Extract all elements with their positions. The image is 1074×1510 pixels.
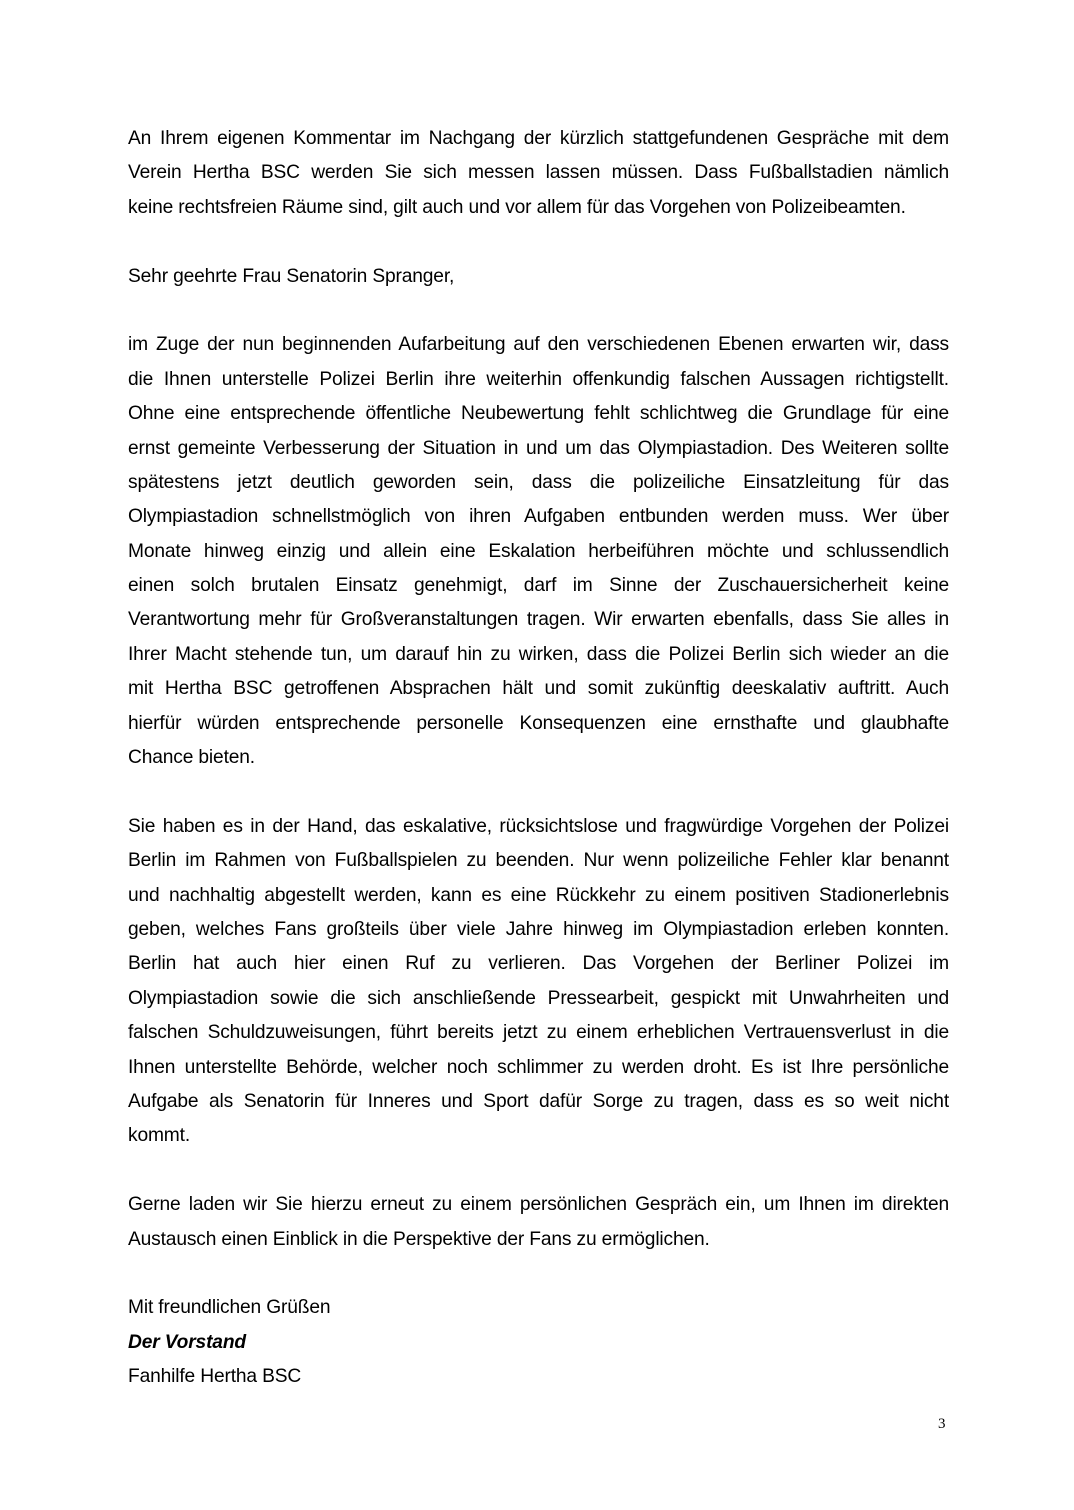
text-line: die Ihnen unterstelle Polizei Berlin ihre weiterhin offenkundig falschen Aussagen richtigstellt. bbox=[128, 368, 949, 390]
text-line: einen solch brutalen Einsatz genehmigt, darf im Sinne der Zuschauersicherheit keine bbox=[128, 575, 949, 597]
signatory: Der Vorstand bbox=[128, 1331, 246, 1353]
text-line: keine rechtsfreien Räume sind, gilt auch und vor allem für das Vorgehen von Polizeibeamten. bbox=[128, 196, 906, 218]
closing-greeting: Mit freundlichen Grüßen bbox=[128, 1297, 331, 1319]
text-line: Ohne eine entsprechende öffentliche Neubewertung fehlt schlichtweg die Grundlage für eine bbox=[128, 403, 949, 425]
text-line: falschen Schuldzuweisungen, führt bereits jetzt zu einem erheblichen Vertrauensverlust in die bbox=[128, 1022, 949, 1044]
signature-block bbox=[128, 1291, 949, 1394]
text-line: Ihnen unterstellte Behörde, welcher noch schlimmer zu werden droht. Es ist Ihre persönliche bbox=[128, 1056, 949, 1078]
text-line: Olympiastadion sowie die sich anschließende Pressearbeit, gespickt mit Unwahrheiten und bbox=[128, 987, 949, 1009]
text-line: Olympiastadion schnellstmöglich von ihren Aufgaben entbunden werden muss. Wer über bbox=[128, 506, 949, 528]
paragraph-expectations bbox=[128, 328, 949, 775]
text-line: geben, welches Fans großteils über viele Jahre hinweg im Olympiastadion erleben konnten. bbox=[128, 918, 949, 940]
text-line: spätestens jetzt deutlich geworden sein, dass die polizeiliche Einsatzleitung für das bbox=[128, 471, 949, 493]
salutation bbox=[128, 260, 949, 294]
text-line: Monate hinweg einzig und allein eine Eskalation herbeiführen möchte und schlussendlich bbox=[128, 540, 949, 562]
text-line: hierfür würden entsprechende personelle Konsequenzen eine ernsthafte und glaubhafte bbox=[128, 712, 949, 734]
text-line: kommt. bbox=[128, 1125, 190, 1147]
text-line: Aufgabe als Senatorin für Inneres und Sport dafür Sorge zu tragen, dass es so weit nicht bbox=[128, 1090, 949, 1112]
text-line: Berlin hat auch hier einen Ruf zu verlieren. Das Vorgehen der Berliner Polizei im bbox=[128, 953, 949, 975]
text-line: mit Hertha BSC getroffenen Absprachen hält und somit zukünftig deeskalativ auftritt. Auch bbox=[128, 678, 949, 700]
text-line: Chance bieten. bbox=[128, 747, 255, 769]
text-line: Berlin im Rahmen von Fußballspielen zu beenden. Nur wenn polizeiliche Fehler klar benannt bbox=[128, 850, 949, 872]
page-number: 3 bbox=[938, 1416, 946, 1432]
text-line: und nachhaltig abgestellt werden, kann es eine Rückkehr zu einem positiven Stadionerlebnis bbox=[128, 884, 949, 906]
text-line: Gerne laden wir Sie hierzu erneut zu einem persönlichen Gespräch ein, um Ihnen im direkten bbox=[128, 1194, 949, 1216]
paragraph-invitation bbox=[128, 1188, 949, 1257]
text-line: Verantwortung mehr für Großveranstaltungen tragen. Wir erwarten ebenfalls, dass Sie alles in bbox=[128, 609, 949, 631]
letter-body bbox=[128, 122, 949, 1429]
text-line: Verein Hertha BSC werden Sie sich messen lassen müssen. Dass Fußballstadien nämlich bbox=[128, 162, 949, 184]
organization-name: Fanhilfe Hertha BSC bbox=[128, 1366, 302, 1388]
salutation-text: Sehr geehrte Frau Senatorin Spranger, bbox=[128, 265, 455, 287]
text-line: ernst gemeinte Verbesserung der Situation in und um das Olympiastadion. Des Weiteren sollte bbox=[128, 437, 949, 459]
text-line: Austausch einen Einblick in die Perspektive der Fans zu ermöglichen. bbox=[128, 1228, 710, 1250]
text-line: Sie haben es in der Hand, das eskalative, rücksichtslose und fragwürdige Vorgehen der Polizei bbox=[128, 815, 949, 837]
paragraph-responsibility bbox=[128, 810, 949, 1154]
text-line: An Ihrem eigenen Kommentar im Nachgang der kürzlich stattgefundenen Gespräche mit dem bbox=[128, 128, 949, 149]
paragraph-intro-comment bbox=[128, 122, 949, 225]
text-line: Ihrer Macht stehende tun, um darauf hin zu wirken, dass die Polizei Berlin sich wieder an die bbox=[128, 643, 949, 665]
text-line: im Zuge der nun beginnenden Aufarbeitung auf den verschiedenen Ebenen erwarten wir, dass bbox=[128, 334, 949, 356]
